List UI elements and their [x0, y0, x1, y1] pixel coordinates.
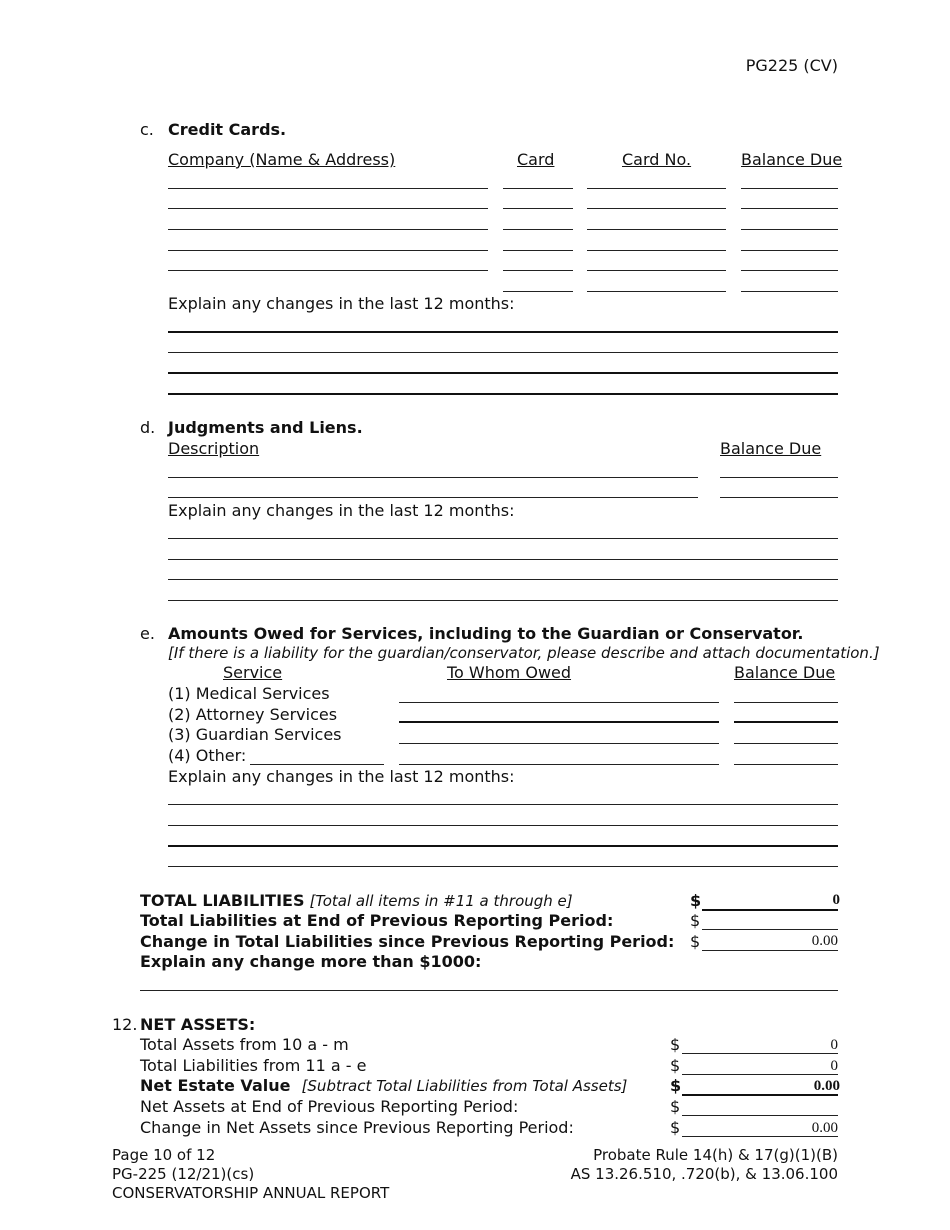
- service-whom-line[interactable]: [399, 721, 719, 723]
- service-whom-line[interactable]: [399, 702, 719, 703]
- col-balance-header-d: Balance Due: [720, 439, 822, 458]
- form-code: PG225 (CV): [745, 56, 838, 75]
- col-card-no-header: Card No.: [622, 150, 692, 169]
- section-c-explain-line[interactable]: [168, 393, 838, 395]
- total-assets-line: [682, 1053, 838, 1054]
- service-row-label: (1) Medical Services: [168, 684, 330, 703]
- prev-liabilities-label: Total Liabilities at End of Previous Reporting Period:: [140, 911, 614, 930]
- change-liabilities-line: [702, 950, 838, 951]
- section-d-explain-line[interactable]: [168, 600, 838, 601]
- section-e-explain-label: Explain any changes in the last 12 months:: [168, 767, 515, 786]
- section-e-explain-line[interactable]: [168, 866, 838, 867]
- change-liabilities-value[interactable]: 0.00: [811, 933, 838, 949]
- footer-page: Page 10 of 12: [112, 1146, 216, 1164]
- prev-net-assets-label: Net Assets at End of Previous Reporting Period:: [140, 1097, 519, 1116]
- section-d-explain-label: Explain any changes in the last 12 months:: [168, 501, 515, 520]
- total-liabilities-line: [702, 909, 838, 911]
- section-d-explain-line[interactable]: [168, 538, 838, 539]
- prev-net-assets-line: [682, 1115, 838, 1116]
- section-e-explain-line[interactable]: [168, 825, 838, 826]
- col-description-header: Description: [168, 439, 260, 458]
- section-e-letter: e.: [140, 624, 155, 643]
- total-liabilities-value[interactable]: 0: [832, 892, 840, 908]
- change-net-assets-label: Change in Net Assets since Previous Reporting Period:: [140, 1118, 574, 1137]
- total-liab-label: Total Liabilities from 11 a - e: [140, 1056, 367, 1075]
- footer-rule: Probate Rule 14(h) & 17(g)(1)(B): [593, 1146, 838, 1164]
- service-row-label: (4) Other:: [168, 746, 247, 765]
- service-balance-line[interactable]: [734, 702, 838, 703]
- service-whom-line[interactable]: [399, 764, 719, 765]
- currency-sign: $: [690, 891, 702, 910]
- section-c-title: Credit Cards.: [168, 120, 287, 139]
- currency-sign: $: [670, 1056, 681, 1075]
- col-card-header: Card: [517, 150, 555, 169]
- currency-sign: $: [670, 1118, 681, 1137]
- footer-form-id: PG-225 (12/21)(cs): [112, 1165, 255, 1183]
- section-d-explain-line[interactable]: [168, 579, 838, 580]
- col-balance-header: Balance Due: [741, 150, 843, 169]
- section-c-explain-label: Explain any changes in the last 12 months:: [168, 294, 515, 313]
- section-e-explain-line[interactable]: [168, 804, 838, 805]
- currency-sign: $: [670, 1097, 681, 1116]
- section-d-title: Judgments and Liens.: [168, 418, 363, 437]
- explain-change-label: Explain any change more than $1000:: [140, 952, 482, 971]
- total-assets-label: Total Assets from 10 a - m: [140, 1035, 349, 1054]
- service-row-label: (3) Guardian Services: [168, 725, 342, 744]
- total-liab-value[interactable]: 0: [830, 1058, 838, 1074]
- service-balance-line[interactable]: [734, 764, 838, 765]
- footer-statute: AS 13.26.510, .720(b), & 13.06.100: [570, 1165, 838, 1183]
- total-assets-value[interactable]: 0: [830, 1037, 838, 1053]
- section-e-explain-line[interactable]: [168, 845, 838, 847]
- net-estate-label: Net Estate Value: [140, 1076, 291, 1095]
- footer-form-title: CONSERVATORSHIP ANNUAL REPORT: [112, 1184, 390, 1202]
- service-balance-line[interactable]: [734, 721, 838, 723]
- net-assets-title: NET ASSETS:: [140, 1015, 256, 1034]
- total-liabilities-row: [140, 891, 573, 910]
- section-e-title: Amounts Owed for Services, including to the Guardian or Conservator.: [168, 624, 804, 643]
- col-whom-header: To Whom Owed: [447, 663, 572, 682]
- net-estate-value[interactable]: 0.00: [813, 1078, 840, 1094]
- explain-change-line[interactable]: [140, 990, 838, 991]
- section-c-explain-line[interactable]: [168, 352, 838, 353]
- total-liabilities-label: TOTAL LIABILITIES: [140, 891, 305, 910]
- currency-sign: $: [690, 911, 701, 930]
- section-d-explain-line[interactable]: [168, 559, 838, 560]
- section-c-explain-line[interactable]: [168, 331, 838, 333]
- section-d-letter: d.: [140, 418, 156, 437]
- prev-liabilities-line: [702, 929, 838, 930]
- change-liabilities-label: Change in Total Liabilities since Previous Reporting Period:: [140, 932, 675, 951]
- service-row-label: (2) Attorney Services: [168, 705, 338, 724]
- change-net-assets-value[interactable]: 0.00: [811, 1120, 838, 1136]
- col-service-header: Service: [223, 663, 283, 682]
- total-liabilities-note: [Total all items in #11 a through e]: [309, 892, 573, 910]
- currency-sign: $: [670, 1076, 682, 1095]
- col-balance-header-e: Balance Due: [734, 663, 836, 682]
- section-12-number: 12.: [112, 1015, 138, 1034]
- currency-sign: $: [690, 932, 701, 951]
- section-e-note: [If there is a liability for the guardian/conservator, please describe and attach documentation.]: [168, 644, 880, 662]
- other-service-line[interactable]: [250, 764, 384, 765]
- section-c-explain-line[interactable]: [168, 372, 838, 374]
- section-c-letter: c.: [140, 120, 154, 139]
- currency-sign: $: [670, 1035, 681, 1054]
- total-liab-line: [682, 1074, 838, 1075]
- service-balance-line[interactable]: [734, 743, 838, 744]
- net-estate-row: [140, 1076, 627, 1095]
- service-whom-line[interactable]: [399, 743, 719, 744]
- col-company-header: Company (Name & Address): [168, 150, 396, 169]
- net-estate-note: [Subtract Total Liabilities from Total Assets]: [301, 1077, 628, 1095]
